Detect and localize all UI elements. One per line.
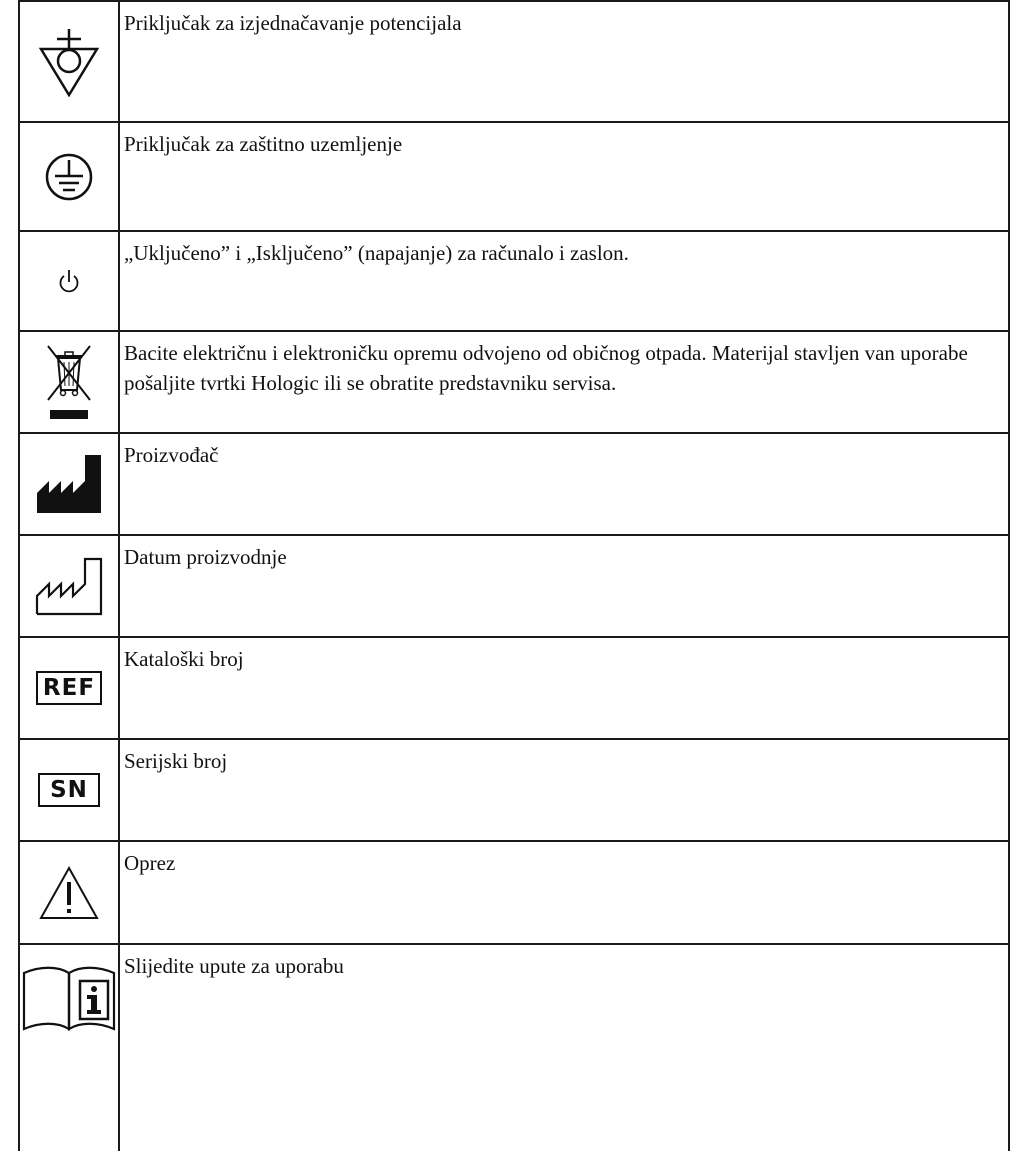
table-row xyxy=(19,739,1009,841)
protective-earth-icon xyxy=(44,152,94,202)
equipotential-icon xyxy=(37,27,101,97)
symbol-description: Slijedite upute za uporabu xyxy=(119,944,1009,1151)
symbol-description: Proizvođač xyxy=(119,433,1009,535)
symbol-description: „Uključeno” i „Isključeno” (napajanje) za računalo i zaslon. xyxy=(119,231,1009,331)
instructions-for-use-icon xyxy=(20,965,118,1033)
table-row xyxy=(19,535,1009,637)
symbol-description: Kataloški broj xyxy=(119,637,1009,739)
power-on-off-icon xyxy=(58,268,80,294)
symbol-description: Bacite električnu i elektroničku opremu odvojeno od običnog otpada. Materijal stavljen van uporabe pošaljite tvrtki Hologic ili se obratite predstavniku servisa. xyxy=(119,331,1009,433)
symbol-description: Oprez xyxy=(119,841,1009,944)
table-row xyxy=(19,944,1009,1151)
symbol-description: Datum proizvodnje xyxy=(119,535,1009,637)
table-row xyxy=(19,331,1009,433)
symbols-table xyxy=(18,0,1010,1151)
manufacturer-icon xyxy=(35,453,103,515)
symbol-description: Priključak za izjednačavanje potencijala xyxy=(119,1,1009,122)
date-of-manufacture-icon xyxy=(34,556,104,616)
catalog-number-icon: REF xyxy=(36,671,102,705)
symbol-description: Priključak za zaštitno uzemljenje xyxy=(119,122,1009,231)
table-row xyxy=(19,637,1009,739)
serial-number-icon: SN xyxy=(38,773,100,807)
table-row xyxy=(19,122,1009,231)
caution-icon xyxy=(38,865,100,921)
table-row xyxy=(19,1,1009,122)
symbol-description: Serijski broj xyxy=(119,739,1009,841)
table-row xyxy=(19,841,1009,944)
table-row xyxy=(19,231,1009,331)
table-row xyxy=(19,433,1009,535)
weee-crossed-bin-icon xyxy=(44,342,94,422)
